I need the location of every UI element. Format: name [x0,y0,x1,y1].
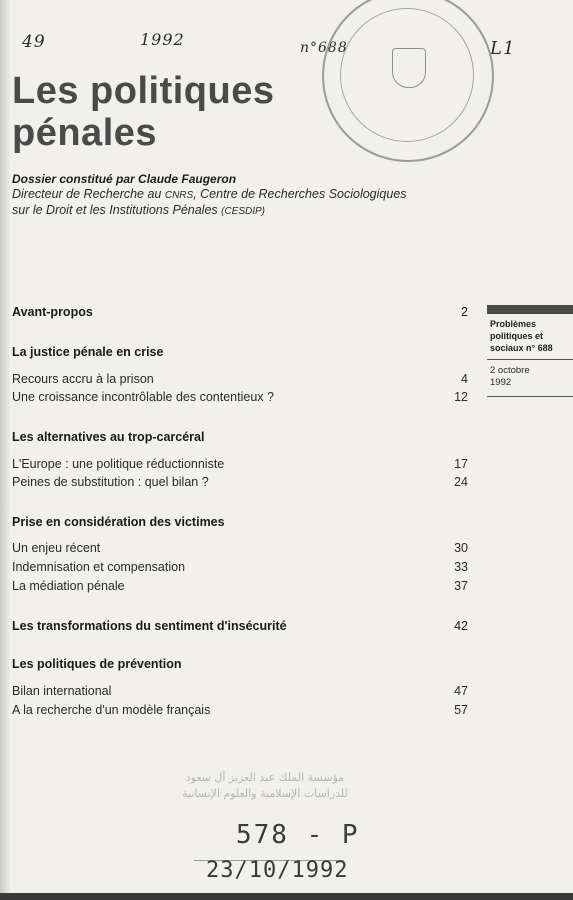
title-line-2: pénales [12,112,158,154]
toc-section-heading: Les alternatives au trop-carcéral [12,430,205,444]
toc-page-number: 47 [454,684,468,698]
handwritten-shelf-mark: L1 [490,38,516,59]
toc-page-number: 57 [454,703,468,717]
toc-item [12,541,468,555]
toc-item-label: Un enjeu récent [12,541,101,555]
toc-entry-insecurite [12,619,468,633]
stamp-text-line: مؤسسة الملك عبد العزيز آل سعود [185,771,345,784]
affiliation-cesdip: (CESDIP) [221,206,266,217]
toc-item [12,579,468,593]
toc-item [12,684,468,698]
issue-date [490,365,530,389]
library-seal-stamp [322,0,494,162]
toc-item-label: A la recherche d'un modèle français [12,703,211,717]
page-title [12,70,274,154]
toc-section-heading: Prise en considération des victimes [12,515,225,529]
handwritten-issue-number: n°688 [300,40,348,56]
toc-item [12,390,468,404]
library-seal-emblem-icon [392,48,426,88]
toc-page-number: 2 [461,305,468,319]
sidebar-accent-bar [487,305,573,314]
issue-date-line: 2 octobre [490,365,530,376]
sidebar-divider [487,396,573,397]
toc-page-number: 42 [454,619,468,633]
toc-item-label: Indemnisation et compensation [12,560,186,574]
toc-section-heading: Les politiques de prévention [12,657,182,671]
series-line: sociaux n° 688 [490,343,553,353]
affiliation-text: , Centre de Recherches Sociologiques [193,187,407,201]
toc-page-number: 33 [454,560,468,574]
author-affiliation [12,187,472,219]
toc-item-label: L'Europe : une politique réductionniste [12,457,225,471]
toc-page-number: 24 [454,475,468,489]
affiliation-text: Directeur de Recherche au [12,187,165,201]
series-name [490,318,570,354]
toc-page-number: 4 [461,372,468,386]
scan-bottom-edge [0,893,573,900]
toc-heading: Les transformations du sentiment d'insécurité [12,619,287,633]
handwritten-accession-date: 23/10/1992 [206,858,349,883]
affiliation-cnrs: CNRS [164,190,194,201]
handwritten-year: 1992 [140,30,185,49]
toc-heading: Avant-propos [12,305,93,319]
toc-page-number: 37 [454,579,468,593]
toc-item [12,372,468,386]
handwritten-accession-code: 578 - P [236,820,360,850]
handwritten-number: 49 [22,32,46,52]
toc-item [12,560,468,574]
toc-item [12,475,468,489]
toc-page-number: 30 [454,541,468,555]
title-line-1: Les politiques [12,70,275,112]
toc-item [12,457,468,471]
toc-item-label: Une croissance incontrôlable des contentieux ? [12,390,274,404]
stamp-text-line: للدراسات الإسلامية والعلوم الإنسانية [182,787,348,800]
sidebar-divider [487,359,573,360]
byline: Dossier constitué par Claude Faugeron [12,172,237,186]
toc-item-label: La médiation pénale [12,579,125,593]
issue-date-line: 1992 [490,377,512,388]
library-text-stamp [165,770,365,802]
toc-item-label: Recours accru à la prison [12,372,154,386]
affiliation-text: sur le Droit et les Institutions Pénales [12,203,222,217]
toc-page-number: 17 [454,457,468,471]
toc-page-number: 12 [454,390,468,404]
series-line: Problèmes [490,319,537,329]
toc-item-label: Bilan international [12,684,112,698]
toc-item-label: Peines de substitution : quel bilan ? [12,475,209,489]
series-line: politiques et [490,331,544,341]
toc-item [12,703,468,717]
scan-left-edge [0,0,10,900]
toc-entry-avant-propos [12,305,468,319]
toc-section-heading: La justice pénale en crise [12,345,164,359]
